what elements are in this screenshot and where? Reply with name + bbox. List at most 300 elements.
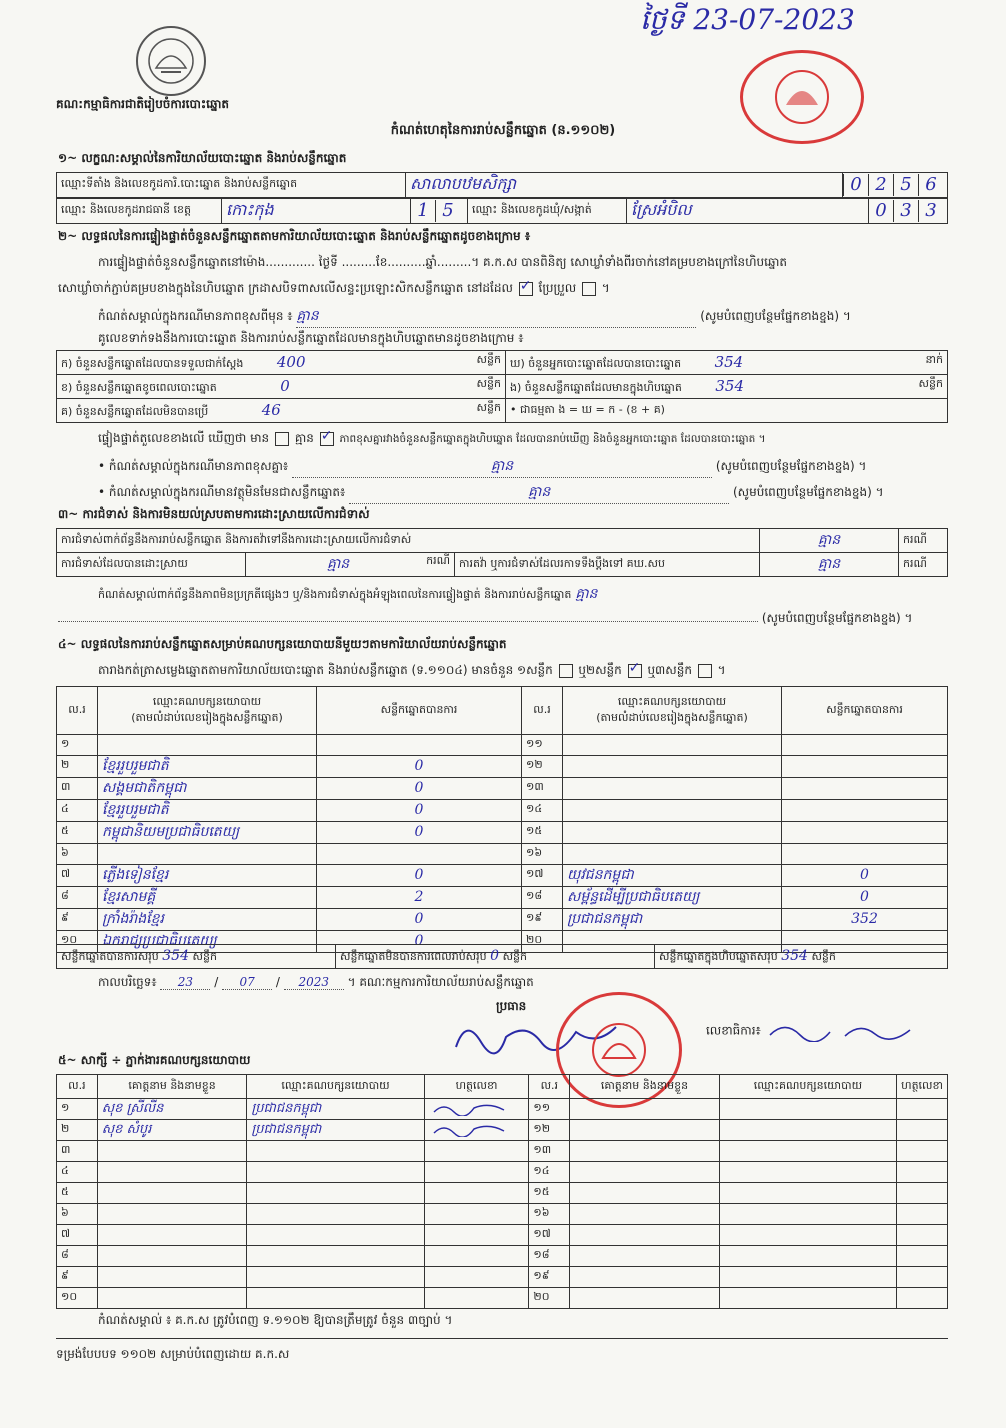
party-votes	[782, 735, 948, 756]
party-votes	[782, 799, 948, 821]
witness-signature	[897, 1225, 948, 1246]
witness-no: ៥	[57, 1183, 98, 1204]
committee-name: គណ:កម្មាធិការជាតិរៀបចំការបោះឆ្នោត	[56, 97, 230, 111]
commune-code	[869, 199, 948, 224]
count-value-c: 46	[261, 400, 281, 419]
code-digit: 2	[868, 174, 893, 196]
witness-party	[719, 1246, 896, 1267]
unit: សន្លឹក	[811, 949, 836, 963]
section3-title: ៣~ ការជំទាស់ និងការមិនយល់ស្របតាមការដោះស្រាយលើការជំទាស់	[58, 507, 370, 521]
witness-no: ៨	[57, 1246, 98, 1267]
opt-none-label: គ្មាន	[294, 431, 314, 445]
table-row	[57, 821, 948, 843]
results-table	[56, 686, 948, 953]
verify-row	[98, 430, 958, 448]
party-name	[563, 843, 782, 864]
section2-para1: ការផ្ទៀងផ្ទាត់ចំនួនសន្លឹកឆ្នោតនៅម៉ោង............. ថ្ងៃទី .........ខែ..........ឆ្នាំ.........។ គ.ក.ស បានពិនិត្យ សោឃ្លាំទាំងពីរចាក់នៅគម្របខាងក្រៅនៃហិបឆ្នោត	[98, 255, 787, 269]
party-votes: 0	[317, 755, 522, 777]
party-votes	[317, 735, 522, 756]
station-value: សាលាបឋមសិក្សា	[406, 173, 843, 198]
code-digit: 3	[918, 200, 943, 222]
table-row	[57, 1267, 948, 1288]
witness-name	[570, 1204, 720, 1225]
unit: សន្លឹក	[476, 400, 501, 414]
party-no: ១៩	[522, 908, 563, 930]
formula: • ជាធម្មតា ង = ឃ = ក - (ខ + គ)	[506, 399, 948, 423]
party-name: ក្រាំងរ៉ាងខ្មែរ	[98, 908, 317, 930]
unit: សន្លឹក	[192, 949, 217, 963]
party-name	[563, 755, 782, 777]
party-name	[98, 843, 317, 864]
col-party: ឈ្មោះគណបក្សនយោបាយ	[247, 1075, 424, 1099]
count-label-d: ឃ) ចំនួនអ្នកបោះឆ្នោតដែលបានបោះឆ្នោត	[510, 356, 682, 370]
checkbox-3sheet[interactable]	[698, 664, 712, 678]
party-name	[563, 799, 782, 821]
code-digit: 1	[417, 200, 429, 221]
station-code	[843, 173, 948, 198]
witness-party	[247, 1141, 424, 1162]
witness-name	[570, 1288, 720, 1309]
col-no: ល.រ	[57, 1075, 98, 1099]
section2-para2-wrap: សោឃ្លាំចាក់ភ្ជាប់គម្របខាងក្នុងនៃហិបឆ្នោត ក្រដាសបិទពាសលើសន្ទះប្រឡោះសិកសន្លឹកឆ្នោត នៅដដែល ✓ ប្រែប្រួល ។	[58, 280, 610, 298]
party-votes: 0	[317, 908, 522, 930]
party-name: ប្រជាជនកម្ពុជា	[563, 908, 782, 930]
bullet1-value: គ្មាន	[292, 456, 712, 478]
witness-no: ៧	[57, 1225, 98, 1246]
checkbox-none[interactable]	[320, 432, 334, 446]
col-party: ឈ្មោះគណបក្សនយោបាយ	[719, 1075, 896, 1099]
witness-party	[247, 1204, 424, 1225]
witness-no: ៩	[57, 1267, 98, 1288]
totals-table	[56, 944, 948, 969]
unit: សន្លឹក	[502, 949, 528, 963]
witness-party	[719, 1204, 896, 1225]
party-no: ៣	[57, 777, 98, 799]
witness-name	[570, 1120, 720, 1141]
unit: សន្លឹក	[476, 352, 501, 366]
witness-name	[97, 1288, 247, 1309]
witness-signature	[424, 1288, 529, 1309]
resolved-value: គ្មាន	[326, 556, 350, 572]
col-name: គោត្តនាម និងនាមខ្លួន	[97, 1075, 247, 1099]
party-no: ១៧	[522, 864, 563, 886]
handwritten-date: ថ្ងៃទី 23-07-2023	[640, 3, 855, 36]
changed-note-value: គ្មាន	[296, 306, 696, 328]
code-digit: 5	[893, 174, 918, 196]
party-name	[563, 777, 782, 799]
changed-note-row	[98, 306, 948, 328]
witness-signature	[897, 1288, 948, 1309]
section4-intro: តារាងកត់ត្រាសម្លេងឆ្នោតតាមការិយាល័យបោះឆ្នោត និងរាប់សន្លឹកឆ្នោត (ទ.១១០៤) មានចំនួន ១សន្លឹក	[98, 663, 553, 677]
witness-name	[570, 1162, 720, 1183]
section3-note-line	[58, 610, 948, 628]
witness-party	[247, 1162, 424, 1183]
party-no: ១០	[57, 930, 98, 952]
col-name: គោត្តនាម និងនាមខ្លួន	[570, 1075, 720, 1099]
section2-para3: គូលេខទាក់ទងនឹងការបោះឆ្នោត និងការរាប់សន្លឹកឆ្នោតដែលមានក្នុងហិបឆ្នោតមានដូចខាងក្រោម ៖	[98, 331, 524, 345]
bullet1-row	[98, 456, 948, 478]
table-row	[57, 755, 948, 777]
section2-title: ២~ លទ្ធផលនៃការផ្ទៀងផ្ទាត់ចំនួនសន្លឹកឆ្នោតតាមការិយាល័យបោះឆ្នោត និងរាប់សន្លឹកឆ្នោតដូចខាងក្រោម ៖	[58, 229, 531, 243]
section1-table-row2	[56, 198, 948, 224]
table-row	[57, 1225, 948, 1246]
verify-text-b: ភាពខុសគ្នារវាងចំនួនសន្លឹកឆ្នោតក្នុងហិបឆ្នោត ដែលបានរាប់ឃើញ និងចំនួនអ្នកបោះឆ្នោត ដែលបានបោះឆ្នោត ។	[339, 433, 766, 445]
unit: សន្លឹក	[918, 376, 943, 390]
witness-name	[570, 1183, 720, 1204]
verify-text: ផ្ទៀងផ្ទាត់តួលេខខាងលើ ឃើញថា មាន	[98, 431, 270, 445]
table-row	[57, 908, 948, 930]
witness-party	[247, 1183, 424, 1204]
fill-hint: (សូមបំពេញបន្ថែមផ្នែកខាងខ្នង) ។	[700, 309, 851, 323]
party-no: ១៤	[522, 799, 563, 821]
party-no: ៤	[57, 799, 98, 821]
witness-party	[719, 1099, 896, 1120]
count-value-b: 0	[280, 376, 290, 395]
witness-no: ៦	[57, 1204, 98, 1225]
party-name: សម្ព័ន្ធដើម្បីប្រជាធិបតេយ្យ	[563, 886, 782, 908]
witness-name	[97, 1225, 247, 1246]
form-title: កំណត់ហេតុនៃការរាប់សន្លឹកឆ្នោត (ន.១១០២)	[390, 123, 616, 138]
witness-party	[719, 1120, 896, 1141]
witness-no: ២	[57, 1120, 98, 1141]
dotted-line	[58, 621, 758, 622]
party-name: ភ្លើងទៀនខ្មែរ	[98, 864, 317, 886]
unit: សន្លឹក	[476, 376, 501, 390]
section3-note-label: កំណត់សម្គាល់ពាក់ព័ន្ធនឹងភាពមិនប្រក្រតីផ្សេងៗ ឬ/និងការជំទាស់ក្នុងអំឡុងពេលនៃការផ្ទៀងផ្ទាត់ និងការរាប់សន្លឹកឆ្នោត	[98, 588, 572, 601]
witness-name	[97, 1183, 247, 1204]
witness-name	[97, 1204, 247, 1225]
witness-party	[247, 1225, 424, 1246]
witness-signature	[424, 1162, 529, 1183]
nec-emblem-icon	[146, 36, 196, 86]
opt-2sheet: ឬ២សន្លឹក	[578, 663, 622, 677]
col-no: ល.រ	[57, 687, 98, 735]
party-votes: 0	[317, 777, 522, 799]
total-valid: 354	[162, 947, 189, 964]
party-no: ៥	[57, 821, 98, 843]
stamp-emblem-icon	[772, 67, 832, 127]
party-name	[563, 735, 782, 756]
party-votes	[782, 755, 948, 777]
checkbox-2sheet[interactable]	[628, 664, 642, 678]
party-votes: 0	[782, 886, 948, 908]
witness-no: ១០	[57, 1288, 98, 1309]
witness-name: សុខ ស្រីលីន	[97, 1099, 247, 1120]
section1-table	[56, 172, 948, 198]
total-invalid-label: សន្លឹកឆ្នោតមិនបានការពេលរាប់សរុប	[340, 949, 487, 963]
col-sign: ហត្ថលេខា	[424, 1075, 529, 1099]
opt-changed-label: ប្រែប្រួល	[538, 281, 577, 295]
table-row	[57, 1162, 948, 1183]
code-digit: 5	[435, 200, 460, 222]
party-votes	[782, 843, 948, 864]
chair-label: ប្រធាន	[496, 999, 527, 1013]
witness-signature	[424, 1120, 529, 1141]
witness-signature	[897, 1141, 948, 1162]
total-box-label: សន្លឹកឆ្នោតក្នុងហិបឆ្នោតសរុប	[659, 949, 778, 963]
witness-signature	[424, 1267, 529, 1288]
col-party-sub: (តាមលំដាប់លេខរៀងក្នុងសន្លឹកឆ្នោត)	[596, 710, 748, 724]
secretary-row	[706, 1020, 915, 1042]
province-code	[411, 199, 468, 224]
party-votes: 2	[317, 886, 522, 908]
unit-case: ករណី	[899, 529, 948, 553]
witness-party	[247, 1288, 424, 1309]
witness-name	[570, 1267, 720, 1288]
count-label-b: ខ) ចំនួនសន្លឹកឆ្នោតខូចពេលបោះឆ្នោត	[61, 380, 217, 394]
witness-name	[97, 1267, 247, 1288]
count-label-c: គ) ចំនួនសន្លឹកឆ្នោតដែលមិនបានប្រើ	[61, 404, 209, 418]
unit: នាក់	[925, 352, 943, 366]
signature-icon	[429, 1121, 509, 1137]
witness-no: ១៦	[529, 1204, 570, 1225]
table-row	[57, 777, 948, 799]
witness-no: ១២	[529, 1120, 570, 1141]
table-row	[57, 1288, 948, 1309]
col-party	[98, 687, 317, 735]
total-box: 354	[781, 947, 808, 964]
party-name: ឯករាជ្យប្រជាធិបតេយ្យ	[98, 930, 317, 952]
witness-signature	[424, 1141, 529, 1162]
witness-name	[570, 1225, 720, 1246]
witness-no: ៣	[57, 1141, 98, 1162]
footer-divider	[56, 1338, 948, 1339]
witness-party	[719, 1288, 896, 1309]
witness-signature	[897, 1162, 948, 1183]
table-row	[57, 1141, 948, 1162]
witness-party	[247, 1267, 424, 1288]
party-no: ៩	[57, 908, 98, 930]
fill-hint: (សូមបំពេញបន្ថែមផ្នែកខាងខ្នង) ។	[732, 485, 884, 499]
date-row: កាលបរិច្ឆេទ៖ 23 / 07 / 2023 ។ គណៈកម្មការការិយាល័យរាប់សន្លឹកឆ្នោត	[98, 975, 534, 989]
count-value-a: 400	[276, 352, 306, 371]
section2-para2: សោឃ្លាំចាក់ភ្ជាប់គម្របខាងក្នុងនៃហិបឆ្នោត ក្រដាសបិទពាសលើសន្ទះប្រឡោះសិកសន្លឹកឆ្នោត នៅដដែល	[58, 281, 513, 295]
table-row	[57, 1246, 948, 1267]
party-no: ២០	[522, 930, 563, 952]
resolved-label: ការជំទាស់ដែលបានដោះស្រាយ	[57, 553, 246, 577]
witness-signature	[424, 1246, 529, 1267]
footer-note: កំណត់សម្គាល់ ៖ គ.ក.ស ត្រូវបំពេញ ទ.១១០២ ឱ្យបានត្រឹមត្រូវ ចំនួន ៣ច្បាប់ ។	[98, 1313, 453, 1327]
party-name: យុវជនកម្ពុជា	[563, 864, 782, 886]
witness-party	[719, 1162, 896, 1183]
unit-case: ករណី	[426, 554, 450, 567]
witness-party	[719, 1183, 896, 1204]
table-row	[57, 864, 948, 886]
witness-no: ៤	[57, 1162, 98, 1183]
witness-no: ១៣	[529, 1141, 570, 1162]
party-votes: 0	[317, 930, 522, 952]
total-valid-label: សន្លឹកឆ្នោតបានការសរុប	[61, 949, 159, 963]
party-no: ២	[57, 755, 98, 777]
party-name	[98, 735, 317, 756]
code-digit: 6	[918, 174, 943, 196]
party-name: កម្ពុជានិយមប្រជាធិបតេយ្យ	[98, 821, 317, 843]
party-votes	[782, 777, 948, 799]
code-digit: 3	[893, 200, 918, 222]
col-party-title: ឈ្មោះគណបក្សនយោបាយ	[152, 694, 262, 708]
witness-party: ប្រជាជនកម្ពុជា	[247, 1099, 424, 1120]
stamp-emblem-icon	[589, 1020, 649, 1080]
witness-no: ១៨	[529, 1246, 570, 1267]
witness-no: ១៤	[529, 1162, 570, 1183]
witness-signature	[897, 1246, 948, 1267]
bullet1-label: • កំណត់សម្គាល់ក្នុងករណីមានភាពខុសគ្នា៖	[98, 459, 289, 473]
checkbox-unchanged[interactable]	[519, 282, 533, 296]
witness-signature	[897, 1099, 948, 1120]
witness-party	[247, 1246, 424, 1267]
witness-no: ១៥	[529, 1183, 570, 1204]
party-votes: 352	[782, 908, 948, 930]
appeal-value: គ្មាន	[760, 553, 899, 577]
party-name: ខ្មែរសាមគ្គី	[98, 886, 317, 908]
section4-intro-row: តារាងកត់ត្រាសម្លេងឆ្នោតតាមការិយាល័យបោះឆ្នោត និងរាប់សន្លឹកឆ្នោត (ទ.១១០៤) មានចំនួន ១សន្លឹក ឬ២សន្លឹក ✓ ឬ៣សន្លឹក ។	[98, 662, 726, 680]
table-row	[57, 886, 948, 908]
witness-no: ២០	[529, 1288, 570, 1309]
resolved-value-cell	[246, 553, 455, 577]
checkbox-changed[interactable]	[582, 282, 596, 296]
fill-hint: (សូមបំពេញបន្ថែមផ្នែកខាងខ្នង) ។	[761, 611, 913, 625]
party-no: ១១	[522, 735, 563, 756]
party-votes: 0	[782, 864, 948, 886]
appeal-label: ការតវ៉ា ឬការជំទាស់ដែលរកាទទឹងប្ដឹងទៅ គឃ.សប	[455, 553, 760, 577]
party-votes: 0	[317, 864, 522, 886]
party-name: សង្គមជាតិកម្ពុជា	[98, 777, 317, 799]
section3-note-value: គ្មាន	[575, 586, 598, 602]
section1-title: ១~ លក្ខណ:សម្គាល់នៃការិយាល័យបោះឆ្នោត និងរាប់សន្លឹកឆ្នោត	[58, 151, 347, 165]
complaint-value: គ្មាន	[760, 529, 899, 553]
witness-name: សុខ សំបូរ	[97, 1120, 247, 1141]
nec-logo	[136, 26, 206, 96]
date-tail: ។ គណៈកម្មការការិយាល័យរាប់សន្លឹកឆ្នោត	[347, 975, 534, 989]
count-label-a: ក) ចំនួនសន្លឹកឆ្នោតដែលបានទទួលជាក់ស្ដែង	[61, 356, 244, 370]
party-no: ៦	[57, 843, 98, 864]
witness-name	[97, 1162, 247, 1183]
party-no: ១៥	[522, 821, 563, 843]
witness-name	[97, 1246, 247, 1267]
col-votes: សន្លឹកឆ្នោតបានការ	[782, 687, 948, 735]
party-name	[563, 821, 782, 843]
witness-body	[57, 1099, 948, 1309]
party-no: ១៨	[522, 886, 563, 908]
party-votes: 0	[317, 799, 522, 821]
fill-hint: (សូមបំពេញបន្ថែមផ្នែកខាងខ្នង) ។	[715, 459, 867, 473]
party-no: ៨	[57, 886, 98, 908]
witness-party: ប្រជាជនកម្ពុជា	[247, 1120, 424, 1141]
date-month: 07	[222, 975, 272, 990]
table-row	[57, 843, 948, 864]
witness-table	[56, 1074, 948, 1309]
count-value-d: 354	[714, 352, 744, 371]
form-code: ទម្រង់បែបបទ ១១០២ សម្រាប់បំពេញដោយ គ.ក.ស	[56, 1347, 290, 1361]
commune-label: ឈ្មោះ និងលេខកូដឃុំ/សង្កាត់	[468, 199, 627, 224]
count-label-e: ង) ចំនួនសន្លឹកឆ្នោតដែលមានក្នុងហិបឆ្នោត	[510, 380, 682, 394]
bullet2-label: • កំណត់សម្គាល់ក្នុងករណីមានវត្ថុមិនមែនជាសន្លឹកឆ្នោត៖	[98, 485, 346, 499]
province-value: កោះកុង	[222, 199, 411, 224]
party-votes: 0	[317, 821, 522, 843]
witness-signature	[897, 1204, 948, 1225]
witness-signature	[897, 1183, 948, 1204]
commune-value: ស្រែអំបិល	[627, 199, 869, 224]
complaints-table	[56, 528, 948, 577]
counts-table	[56, 350, 948, 423]
witness-party	[719, 1141, 896, 1162]
party-no: ១៣	[522, 777, 563, 799]
bullet2-value: គ្មាន	[349, 482, 729, 504]
party-no: ១៦	[522, 843, 563, 864]
witness-no: ១១	[529, 1099, 570, 1120]
station-label: ឈ្មោះទីតាំង និងលេខកូដការិ.បោះឆ្នោត និងរាប់សន្លឹកឆ្នោត	[57, 173, 406, 198]
witness-party	[719, 1267, 896, 1288]
count-value-e: 354	[715, 376, 745, 395]
unit-case: ករណី	[899, 553, 948, 577]
table-row	[57, 799, 948, 821]
complaint-label: ការជំទាស់ពាក់ព័ន្ធនឹងការរាប់សន្លឹកឆ្នោត និងការតវ៉ាទៅនឹងការដោះស្រាយលើការជំទាស់	[57, 529, 760, 553]
opt-3sheet: ឬ៣សន្លឹក	[647, 663, 692, 677]
date-year: 2023	[284, 975, 344, 990]
date-label: កាលបរិច្ឆេទ៖	[98, 975, 157, 989]
witness-party	[719, 1225, 896, 1246]
col-party-sub: (តាមលំដាប់លេខរៀងក្នុងសន្លឹកឆ្នោត)	[131, 710, 283, 724]
table-row	[57, 1183, 948, 1204]
party-no: ៧	[57, 864, 98, 886]
witness-signature	[424, 1099, 529, 1120]
witness-signature	[424, 1204, 529, 1225]
date-day: 23	[160, 975, 210, 990]
col-no: ល.រ	[529, 1075, 570, 1099]
section5-title: ៥~ សាក្សី ÷ ភ្នាក់ងារគណបក្សនយោបាយ	[58, 1053, 251, 1067]
bullet2-row	[98, 482, 948, 504]
witness-no: ១	[57, 1099, 98, 1120]
code-digit: 0	[843, 174, 868, 196]
signature-icon	[429, 1100, 509, 1116]
col-votes: សន្លឹកឆ្នោតបានការ	[317, 687, 522, 735]
witness-name	[570, 1246, 720, 1267]
col-party	[563, 687, 782, 735]
secretary-label: លេខាធិការ៖	[706, 1023, 761, 1038]
results-body	[57, 735, 948, 953]
col-no: ល.រ	[522, 687, 563, 735]
section3-note	[98, 584, 948, 605]
col-sign: ហត្ថលេខា	[897, 1075, 948, 1099]
witness-no: ១៩	[529, 1267, 570, 1288]
changed-note-label: កំណត់សម្គាល់ក្នុងករណីមានភាពខុសពីមុន ៖	[98, 309, 293, 323]
checkbox-have[interactable]	[275, 432, 289, 446]
witness-signature	[897, 1267, 948, 1288]
witness-signature	[897, 1120, 948, 1141]
table-row	[57, 1099, 948, 1120]
party-name: ខ្មែររួបរួមជាតិ	[98, 755, 317, 777]
secretary-signature-icon	[765, 1020, 915, 1042]
table-row	[57, 735, 948, 756]
total-invalid: 0	[490, 947, 500, 964]
witness-signature	[424, 1183, 529, 1204]
party-name: ខ្មែររួបរួមជាតិ	[98, 799, 317, 821]
col-party-title: ឈ្មោះគណបក្សនយោបាយ	[617, 694, 727, 708]
witness-name	[570, 1141, 720, 1162]
code-digit: 0	[875, 200, 887, 221]
party-no: ១	[57, 735, 98, 756]
party-votes	[317, 843, 522, 864]
province-label: ឈ្មោះ និងលេខកូដរាជធានី ខេត្ត	[57, 199, 222, 224]
section4-title: ៤~ លទ្ធផលនៃការរាប់សន្លឹកឆ្នោតសម្រាប់គណបក្សនយោបាយនីមួយៗតាមការិយាល័យរាប់សន្លឹកឆ្នោត	[58, 637, 507, 651]
checkbox-1sheet[interactable]	[559, 664, 573, 678]
table-row	[57, 1120, 948, 1141]
witness-signature	[424, 1225, 529, 1246]
witness-name	[97, 1141, 247, 1162]
witness-name	[570, 1099, 720, 1120]
party-votes	[782, 821, 948, 843]
party-no: ១២	[522, 755, 563, 777]
